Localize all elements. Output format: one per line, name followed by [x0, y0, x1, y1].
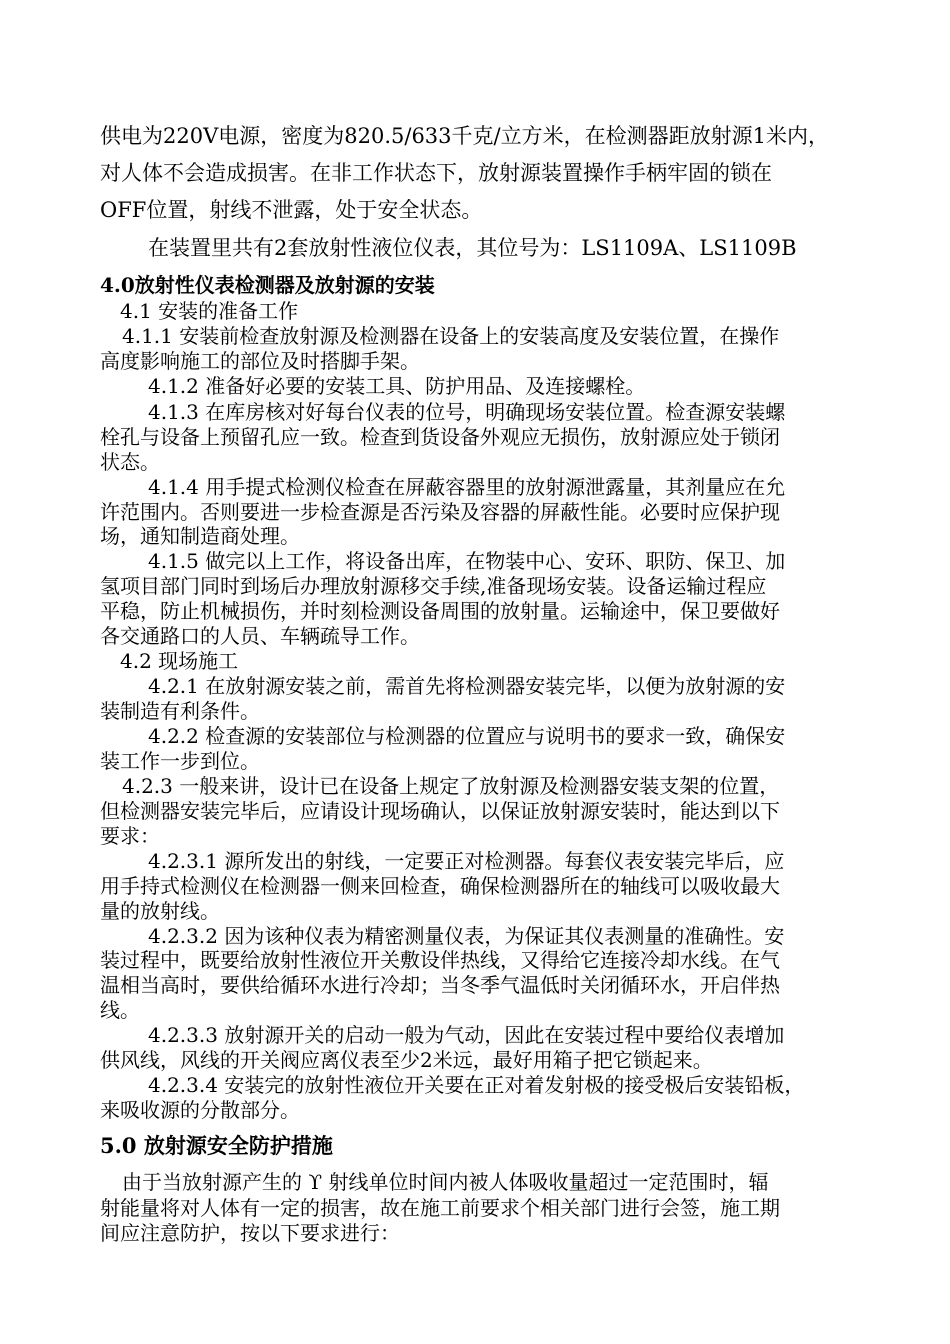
- paragraph-line: 平稳，防止机械损伤，并时刻检测设备周围的放射量。运输途中，保卫要做好: [100, 599, 780, 623]
- intro-line-1: 供电为220V电源，密度为820.5/633千克/立方米，在检测器距放射源1米内，: [100, 124, 829, 148]
- paragraph-line: 线。: [100, 998, 140, 1022]
- paragraph-line: 量的放射线。: [100, 899, 220, 923]
- paragraph-line: 间应注意防护，按以下要求进行：: [100, 1221, 400, 1245]
- paragraph-line: 装工作一步到位。: [100, 749, 260, 773]
- paragraph-line: 各交通路口的人员、车辆疏导工作。: [100, 624, 420, 648]
- section-5-title: 5.0 放射源安全防护措施: [100, 1133, 333, 1158]
- paragraph-line: 4.2.3.4 安装完的放射性液位开关要在正对着发射极的接受极后安装铅板，: [148, 1073, 805, 1097]
- section-4-title: 4.0放射性仪表检测器及放射源的安装: [100, 273, 435, 297]
- paragraph-line: 装过程中，既要给放射性液位开关敷设伴热线，又得给它连接冷却水线。在气: [100, 948, 780, 972]
- intro-line-2: 对人体不会造成损害。在非工作状态下，放射源装置操作手柄牢固的锁在: [100, 161, 772, 185]
- paragraph-line: 温相当高时，要供给循环水进行冷却；当冬季气温低时关闭循环水，开启伴热: [100, 973, 780, 997]
- paragraph-line: 4.2.2 检查源的安装部位与检测器的位置应与说明书的要求一致，确保安: [148, 724, 786, 748]
- intro-line-3: OFF位置，射线不泄露，处于安全状态。: [100, 198, 483, 222]
- paragraph-line: 4.1.4 用手提式检测仪检查在屏蔽容器里的放射源泄露量，其剂量应在允: [148, 475, 786, 499]
- paragraph-line: 氢项目部门同时到场后办理放射源移交手续,准备现场安装。设备运输过程应: [100, 574, 767, 598]
- paragraph-line: 供风线，风线的开关阀应离仪表至少2米远，最好用箱子把它锁起来。: [100, 1048, 713, 1072]
- paragraph-line: 4.1.1 安装前检查放射源及检测器在设备上的安装高度及安装位置，在操作: [122, 324, 780, 348]
- paragraph-line: 但检测器安装完毕后，应请设计现场确认，以保证放射源安装时，能达到以下: [100, 799, 780, 823]
- paragraph-line: 来吸收源的分散部分。: [100, 1098, 300, 1122]
- paragraph-line: 场，通知制造商处理。: [100, 524, 300, 548]
- paragraph-line: 用手持式检测仪在检测器一侧来回检查，确保检测器所在的轴线可以吸收最大: [100, 874, 780, 898]
- paragraph-line: 装制造有利条件。: [100, 699, 260, 723]
- paragraph-line: 许范围内。否则要进一步检查源是否污染及容器的屏蔽性能。必要时应保护现: [100, 500, 780, 524]
- paragraph-line: 4.2.3.2 因为该种仪表为精密测量仪表，为保证其仪表测量的准确性。安: [148, 924, 785, 948]
- intro-line-4: 在装置里共有2套放射性液位仪表，其位号为：LS1109A、LS1109B: [148, 236, 797, 260]
- paragraph-line: 4.2.1 在放射源安装之前，需首先将检测器安装完毕，以便为放射源的安: [148, 674, 786, 698]
- paragraph-line: 4.2.3.1 源所发出的射线，一定要正对检测器。每套仪表安装完毕后，应: [148, 849, 785, 873]
- paragraph-line: 4.1.3 在库房核对好每台仪表的位号，明确现场安装位置。检查源安装螺: [148, 400, 786, 424]
- paragraph-line: 射能量将对人体有一定的损害，故在施工前要求个相关部门进行会签，施工期: [100, 1196, 780, 1220]
- paragraph-line: 要求：: [100, 824, 160, 848]
- paragraph-line: 栓孔与设备上预留孔应一致。检查到货设备外观应无损伤，放射源应处于锁闭: [100, 425, 780, 449]
- paragraph-line: 4.2.3.3 放射源开关的启动一般为气动，因此在安装过程中要给仪表增加: [148, 1023, 785, 1047]
- subsection-4-1-title: 4.1 安装的准备工作: [120, 299, 299, 323]
- paragraph-line: 4.2.3 一般来讲，设计已在设备上规定了放射源及检测器安装支架的位置，: [122, 774, 780, 798]
- paragraph-line: 由于当放射源产生的 ϒ 射线单位时间内被人体吸收量超过一定范围时，辐: [122, 1170, 769, 1194]
- subsection-4-2-title: 4.2 现场施工: [120, 649, 239, 673]
- paragraph-line: 4.1.2 准备好必要的安装工具、防护用品、及连接螺栓。: [148, 374, 646, 398]
- paragraph-line: 高度影响施工的部位及时搭脚手架。: [100, 349, 420, 373]
- paragraph-line: 状态。: [100, 450, 160, 474]
- paragraph-line: 4.1.5 做完以上工作，将设备出库，在物装中心、安环、职防、保卫、加: [148, 549, 786, 573]
